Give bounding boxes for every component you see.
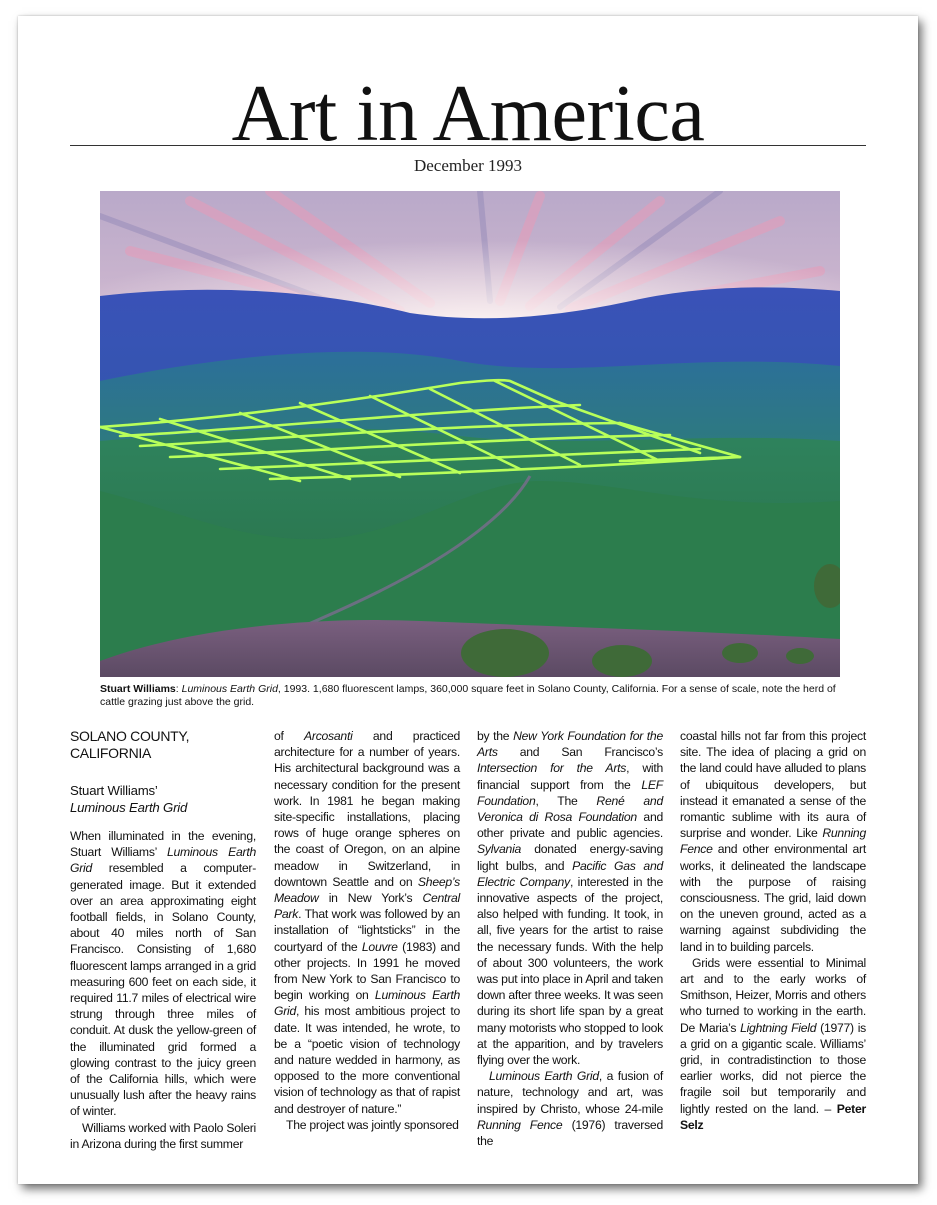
text-run: (1983) and other projects. In 1991 he moved from New York to San Francisco to begin working on bbox=[274, 939, 460, 1003]
paragraph bbox=[70, 828, 256, 1120]
photo-caption bbox=[100, 683, 840, 709]
text-run: and other environmental art works, it delineated the landscape with the purpose of raising consciousness. The grid, laid down on the uneven ground, acted as a warning against subdividing the land in to building parcels. bbox=[680, 842, 866, 954]
caption-work-title: Luminous Earth Grid bbox=[181, 683, 278, 695]
text-run: – bbox=[824, 1101, 837, 1116]
text-run: , a fusion of nature, technology and art, was inspired by Christo, whose 24-mile bbox=[477, 1069, 663, 1116]
italic-run: Arcosanti bbox=[304, 729, 353, 743]
headline-line-1: Stuart Williams’ bbox=[70, 783, 158, 798]
paragraph bbox=[274, 728, 460, 1117]
text-run: resembled a computer-generated image. But it extended over an area approximating eight football fields, in Solano County, about 40 miles north of San Francisco. Consisting of 1,680 fluorescent lamps arranged in a grid measuring 600 feet on each side, it required 11.7 miles of electrical wire strung through three miles of conduit. At dusk the yellow-green of the illuminated grid formed a glowing contrast to the juicy green of the California hills, which were unusually lush after the heavy rains of winter. bbox=[70, 861, 256, 1119]
magazine-page bbox=[18, 16, 918, 1184]
text-run: and practiced architecture for a number of years. His architectural background was a necessary condition for the present work. In 1981 he began making site-specific installations, placing rows of huge orange spheres on the coast of Oregon, on an alpine meadow in Switzerland, in downtown Seattle and on bbox=[274, 729, 460, 889]
italic-run: Luminous Earth Grid bbox=[489, 1069, 599, 1084]
text-run: in New York’s bbox=[318, 891, 423, 906]
italic-run: Luminous Earth Grid bbox=[70, 845, 256, 876]
text-run: by the bbox=[477, 729, 514, 743]
italic-run: Sheep’s Meadow bbox=[274, 874, 460, 906]
masthead-title: Art in America bbox=[231, 70, 705, 158]
text-run: , The bbox=[535, 793, 597, 808]
italic-run: Lightning Field bbox=[740, 1020, 817, 1035]
text-run: (1977) is a grid on a gigantic scale. Williams’ grid, in contradistinction to those earlier works, did not pierce the fragile soil but temporarily and lightly rested on the land. bbox=[680, 1020, 866, 1116]
paragraph bbox=[680, 728, 866, 955]
italic-run: LEF Foundation bbox=[477, 777, 663, 808]
text-run: . That work was followed by an installation of “lightsticks” in the courtyard of the bbox=[274, 907, 460, 954]
author-signature: Peter Selz bbox=[680, 1101, 866, 1132]
paragraph: The project was jointly sponsored bbox=[286, 1117, 459, 1132]
italic-run: Pacific Gas and Electric Company bbox=[477, 858, 664, 889]
paragraph bbox=[477, 1068, 663, 1149]
italic-run: René and Veronica di Rosa Foundation bbox=[477, 793, 663, 825]
text-run: and other private and public agencies. bbox=[477, 810, 663, 841]
text-run: donated energy-saving light bulbs, and bbox=[477, 842, 663, 873]
caption-separator: : bbox=[175, 683, 182, 695]
paragraph bbox=[477, 728, 663, 1068]
article-dateline: SOLANO COUNTY, CALIFORNIA bbox=[70, 728, 190, 761]
article-column-4 bbox=[680, 728, 866, 1133]
text-run: of bbox=[274, 729, 304, 743]
text-run: , his most ambitious project to date. It was intended, he wrote, to be a “poetic vision of technology and nature wedded in harmony, as opposed to the more conventional vision of technology as that of rapist and destroyer of nature.” bbox=[274, 1004, 460, 1116]
text-run: and San Francisco’s bbox=[497, 745, 663, 760]
text-run: When illuminated in the evening, Stuart Williams’ bbox=[70, 829, 256, 860]
caption-details: , 1993. 1,680 fluorescent lamps, 360,000 square feet in Solano County, California. For a sense of scale, note the herd of cattle grazing just above the grid. bbox=[100, 683, 836, 708]
article-column-3 bbox=[477, 728, 663, 1149]
text-run: , interested in the innovative aspects of the project, also helped with funding. It took, in all, five years for the artist to raise the necessary funds. With the help of about 300 volunteers, the work was put into place in April and taken down after three weeks. It was seen during its short life span by a great many motorists who stopped to look at the apparition, and by travelers flying over the work. bbox=[477, 874, 663, 1068]
landscape-photo-icon bbox=[100, 191, 840, 677]
article-column-2 bbox=[274, 728, 460, 1133]
text-run: , with financial support from the bbox=[477, 761, 663, 792]
italic-run: Luminous Earth Grid bbox=[274, 988, 460, 1019]
text-run: coastal hills not far from this project site. The idea of placing a grid on the land could have alluded to plans of ubiquitous developers, but instead it emanated a sense of the romantic sublime with its aura of surprise and wonder. Like bbox=[680, 729, 866, 841]
paragraph bbox=[680, 955, 866, 1133]
artwork-photo bbox=[100, 191, 840, 677]
issue-date: December 1993 bbox=[413, 156, 523, 175]
headline-line-2: Luminous Earth Grid bbox=[70, 800, 188, 815]
italic-run: New York Foundation for the Arts bbox=[477, 729, 663, 760]
italic-run: Louvre bbox=[361, 939, 398, 954]
italic-run: Intersection for the Arts bbox=[477, 761, 627, 776]
text-run: Grids were essential to Minimal art and to the early works of Smithson, Heizer, Morris and others who turned to working in the earth. De Maria’s bbox=[680, 955, 866, 1035]
italic-run: Central Park bbox=[274, 891, 460, 922]
italic-run: Running Fence bbox=[680, 826, 866, 857]
text-run: (1976) traversed the bbox=[477, 1117, 663, 1149]
italic-run: Sylvania bbox=[477, 842, 522, 857]
article-headline bbox=[70, 782, 256, 816]
caption-artist: Stuart Williams bbox=[100, 683, 176, 695]
paragraph: Williams worked with Paolo Soleri in Arizona during the first summer bbox=[70, 1120, 256, 1151]
article-column-1 bbox=[70, 728, 256, 1152]
italic-run: Running Fence bbox=[477, 1117, 563, 1132]
masthead-rule bbox=[70, 145, 866, 146]
